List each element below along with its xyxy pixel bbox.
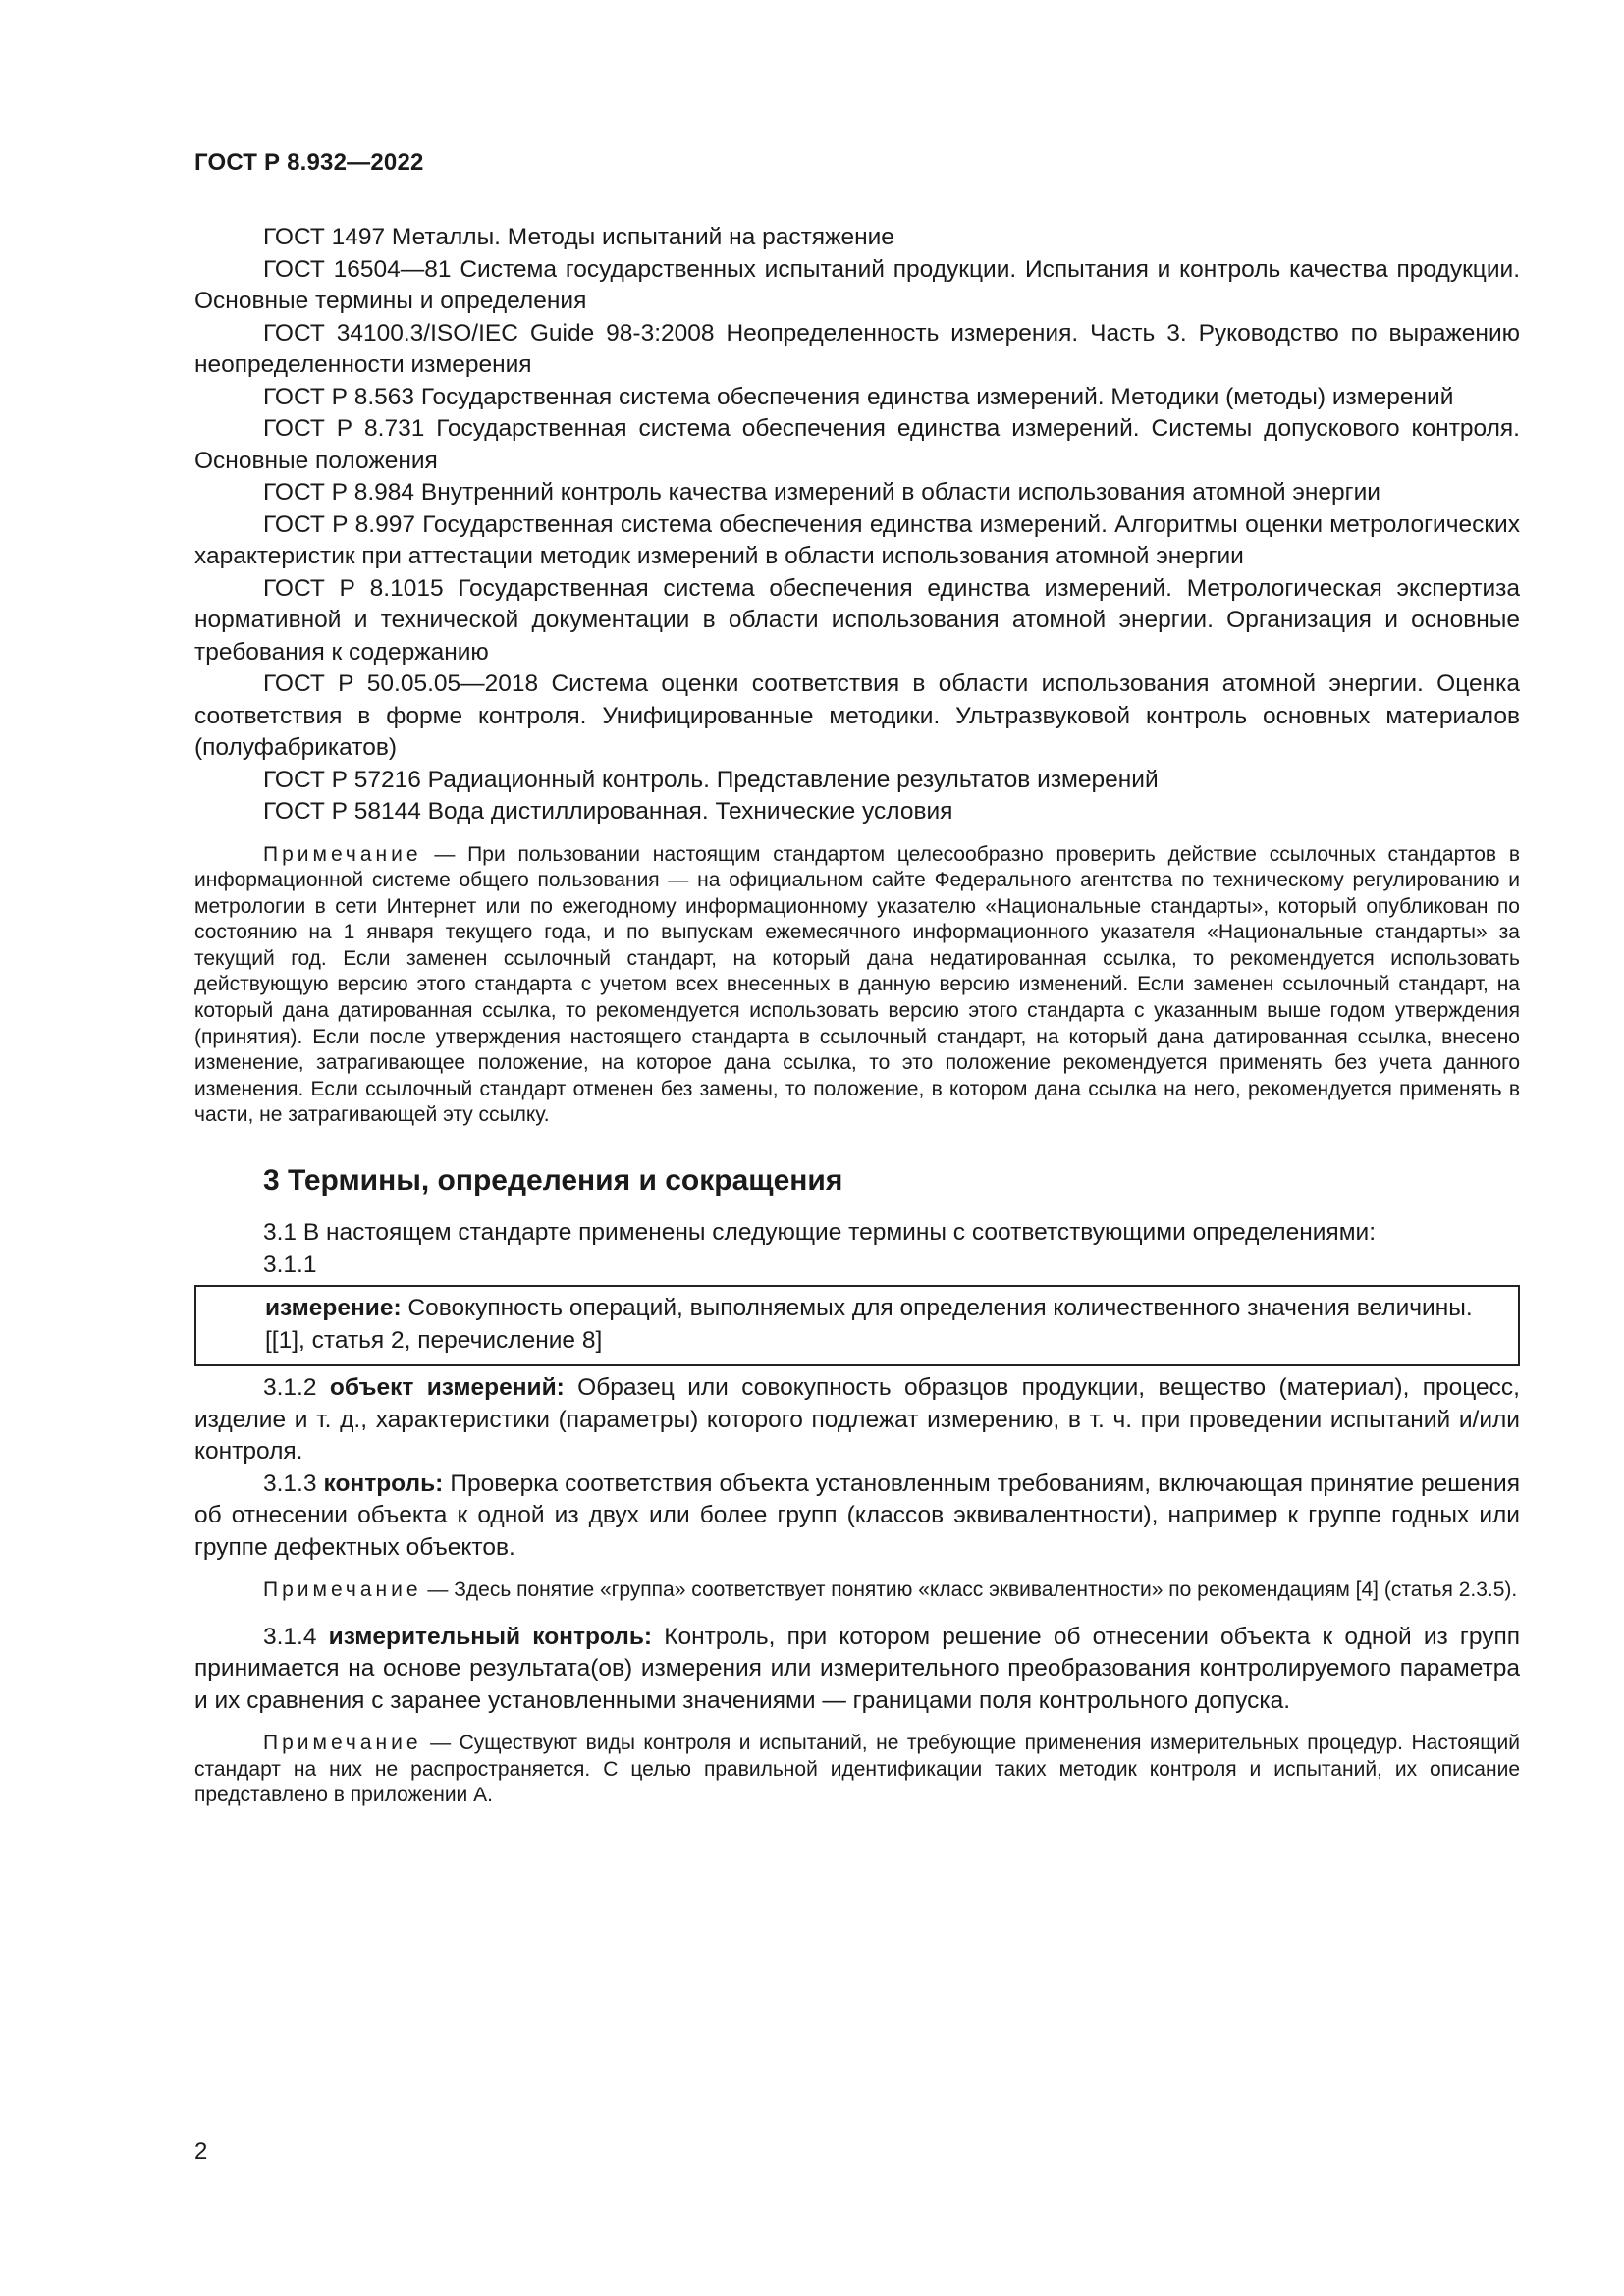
reference-item: ГОСТ Р 57216 Радиационный контроль. Представление результатов измерений: [263, 766, 1159, 793]
page-number: 2: [194, 2138, 208, 2164]
term-number: 3.1.2: [263, 1374, 330, 1402]
reference-item: ГОСТ Р 8.997 Государственная система обеспечения единства измерений. Алгоритмы оценки метрологических характеристик при аттестации методик измерений в области использования атомной энергии: [194, 510, 1520, 569]
reference-item: ГОСТ Р 58144 Вода дистиллированная. Технические условия: [263, 798, 953, 825]
note-label: Примечание: [263, 1732, 422, 1755]
note-label: Примечание: [263, 842, 422, 866]
term-number: 3.1.1: [263, 1251, 317, 1278]
term-definition: [206, 1293, 1508, 1325]
term-text: Совокупность операций, выполняемых для определения количественного значения величины.: [401, 1295, 1473, 1322]
note-references: [194, 842, 1520, 1130]
term-note: [194, 1577, 1520, 1604]
term-name: измерительный контроль:: [328, 1623, 653, 1650]
definition-box: [194, 1285, 1520, 1366]
section-title: 3 Термины, определения и сокращения: [263, 1164, 843, 1198]
reference-item: ГОСТ Р 8.1015 Государственная система обеспечения единства измерений. Метрологическая экспертиза нормативной и технической документации в области использования атомной энергии. Организация и основные требования к содержанию: [194, 574, 1520, 666]
reference-item: ГОСТ 34100.3/ISO/IEC Guide 98-3:2008 Неопределенность измерения. Часть 3. Руководство по выражению неопределенности измерения: [194, 319, 1520, 378]
document-body: [194, 222, 1520, 1809]
term-source: [[1], статья 2, перечисление 8]: [265, 1326, 603, 1354]
note-text: — При пользовании настоящим стандартом целесообразно проверить действие ссылочных стандартов в информационной системе общего пользования — на официальном сайте Федерального агентства по техническому регулированию и метрологии в сети Интернет или по ежегодному информационному указателю «Национальные стандарты», который опубликован по состоянию на 1 января текущего года, и по выпускам ежемесячного информационного указателя «Национальные стандарты» за текущий год. Если заменен ссылочный стандарт, на который дана недатированная ссылка, то рекомендуется использовать действующую версию этого стандарта с учетом всех внесенных в данную версию изменений. Если заменен ссылочный стандарт, на который дана датированная ссылка, то рекомендуется использовать версию этого стандарта с указанным выше годом утверждения (принятия). Если после утверждения настоящего стандарта в ссылочный стандарт, на который дана датированная ссылка, внесено изменение, затрагивающее положение, на которое дана ссылка, то это положение рекомендуется применять без учета данного изменения. Если ссылочный стандарт отменен без замены, то положение, в котором дана ссылка на него, рекомендуется применять в части, не затрагивающей эту ссылку.: [194, 842, 1520, 1127]
document-header: ГОСТ Р 8.932—2022: [194, 149, 424, 176]
note-text: — Здесь понятие «группа» соответствует понятию «класс эквивалентности» по рекомендациям [4] (статья 2.3.5).: [421, 1578, 1518, 1602]
term-name: контроль:: [323, 1469, 444, 1497]
reference-item: ГОСТ Р 50.05.05—2018 Система оценки соответствия в области использования атомной энергии. Оценка соответствия в форме контроля. Унифицированные методики. Ультразвуковой контроль основных материалов (полуфабрикатов): [194, 670, 1520, 761]
term-text: Образец или совокупность образцов продукции, вещество (материал), процесс, изделие и т. д., характеристики (параметры) которого подлежат измерению, в т. ч. при проведении испытаний и/или контроля.: [194, 1374, 1520, 1466]
term-text: Контроль, при котором решение об отнесении объекта к одной из групп принимается на основе результата(ов) измерения или измерительного преобразования контролируемого параметра и их сравнения с заранее установленными значениями — границами поля контрольного допуска.: [194, 1623, 1520, 1714]
note-label: Примечание: [263, 1578, 422, 1602]
term-text: Проверка соответствия объекта установленным требованиям, включающая принятие решения об отнесении объекта к одной из двух или более групп (классов эквивалентности), например к группе годных или группе дефектных объектов.: [194, 1469, 1520, 1561]
term-definition: [194, 1372, 1520, 1468]
term-note: [194, 1731, 1520, 1809]
reference-item: ГОСТ 1497 Металлы. Методы испытаний на растяжение: [263, 224, 894, 250]
reference-item: ГОСТ Р 8.984 Внутренний контроль качества измерений в области использования атомной энергии: [263, 479, 1380, 506]
term-definition: [194, 1468, 1520, 1565]
reference-item: ГОСТ Р 8.563 Государственная система обеспечения единства измерений. Методики (методы) измерений: [263, 383, 1454, 410]
section-intro: 3.1 В настоящем стандарте применены следующие термины с соответствующими определениями:: [263, 1219, 1377, 1247]
term-number: 3.1.4: [263, 1623, 329, 1650]
reference-item: ГОСТ 16504—81 Система государственных испытаний продукции. Испытания и контроль качества продукции. Основные термины и определения: [194, 255, 1520, 314]
term-definition: [194, 1622, 1520, 1718]
term-number: 3.1.3: [263, 1469, 324, 1497]
term-name: объект измерений:: [329, 1374, 565, 1402]
reference-item: ГОСТ Р 8.731 Государственная система обеспечения единства измерений. Системы допускового контроля. Основные положения: [194, 415, 1520, 474]
term-name: измерение:: [265, 1295, 402, 1322]
note-text: — Существуют виды контроля и испытаний, не требующие применения измерительных процедур. Настоящий стандарт на них не распространяется. С целью правильной идентификации таких методик контроля и испытаний, их описание представлено в приложении А.: [194, 1732, 1520, 1807]
